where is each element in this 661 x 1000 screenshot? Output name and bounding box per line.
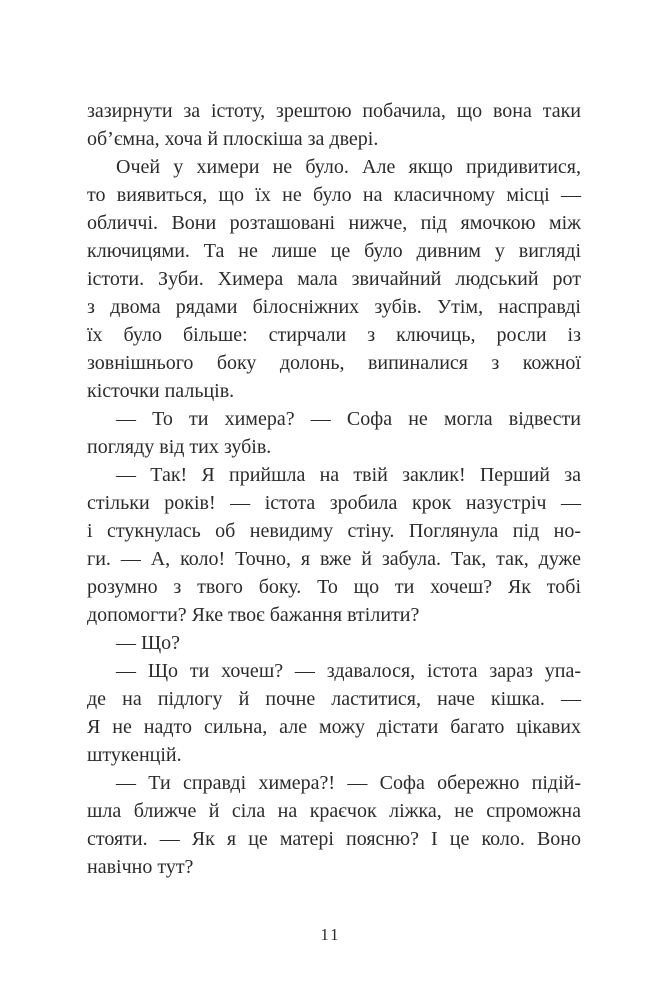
text-line: де на підлогу й почне ластитися, наче кішка. — [87,688,581,710]
text-line: ключицями. Та не лише це було дивним у вигляді [87,240,581,262]
text-line: — Так! Я прийшла на твій заклик! Перший за [116,464,581,486]
text-line: ги. — А, коло! Точно, я вже й забула. Так, так, дуже [87,548,581,570]
text-line: стільки років! — істота зробила крок назустріч — [87,492,581,514]
text-line: їх було більше: стирчали з ключиць, росли із [87,324,581,346]
text-line: з двома рядами білосніжних зубів. Утім, насправді [87,296,581,318]
text-line: — Що? [116,632,181,654]
text-line: штукенцій. [87,744,182,766]
paragraph [87,629,581,657]
text-line: — Що ти хочеш? — здавалося, істота зараз упа- [116,660,581,682]
text-line: кісточки пальців. [87,380,235,402]
paragraph [87,153,581,405]
text-line: зазирнути за істоту, зрештою побачила, що вона таки [87,100,581,122]
text-line: обличчі. Вони розташовані нижче, під ямочкою між [87,212,581,234]
text-line: і стукнулась об невидиму стіну. Поглянула під но- [87,520,581,542]
text-line: стояти. — Як я це матері поясню? І це коло. Воно [87,828,581,850]
paragraph [87,657,581,769]
text-line: шла ближче й сіла на краєчок ліжка, не спроможна [87,800,581,822]
text-line: — Ти справді химера?! — Софа обережно підій- [116,772,581,794]
text-line: Я не надто сильна, але можу дістати багато цікавих [87,716,581,738]
text-line: розумно з твого боку. То що ти хочеш? Як тобі [87,576,581,598]
text-line: допомогти? Яке твоє бажання втілити? [87,604,420,626]
text-line: зовнішнього боку долонь, випиналися з кожної [87,352,581,374]
paragraph [87,461,581,629]
text-line: погляду від тих зубів. [87,436,272,458]
page-text [87,97,581,881]
text-line: істоти. Зуби. Химера мала звичайний людський рот [87,268,581,290]
paragraph [87,405,581,461]
paragraph [87,769,581,881]
text-line: то виявиться, що їх не було на класичному місці — [87,184,581,206]
text-line: — То ти химера? — Софа не могла відвести [116,408,581,430]
page-number: 11 [320,925,341,944]
text-line: Очей у химери не було. Але якщо придивитися, [116,156,581,178]
text-line: навічно тут? [87,856,194,878]
paragraph [87,97,581,153]
text-line: об’ємна, хоча й плоскіша за двері. [87,128,379,150]
